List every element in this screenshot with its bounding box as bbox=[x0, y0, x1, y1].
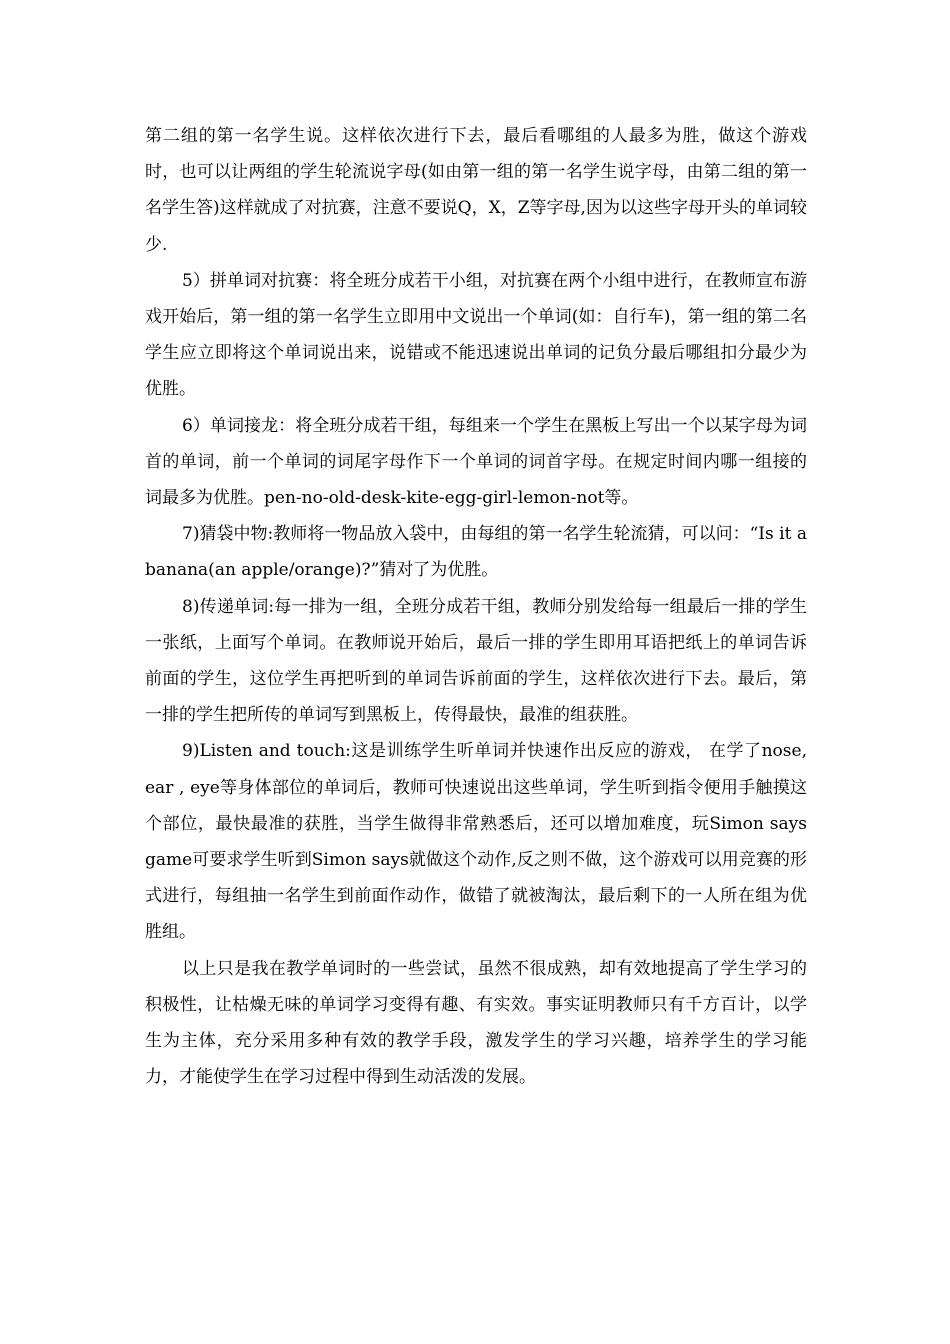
paragraph-conclusion: 以上只是我在教学单词时的一些尝试，虽然不很成熟，却有效地提高了学生学习的积极性，让枯燥无味的单词学习变得有趣、有实效。事实证明教师只有千方百计，以学生为主体，充分采用多种有效的教学手段，激发学生的学习兴趣，培养学生的学习能力，才能使学生在学习过程中得到生动活泼的发展。 bbox=[145, 958, 807, 1088]
paragraph-item-7: 7)猜袋中物:教师将一物品放入袋中，由每组的第一名学生轮流猜，可以问：“Is it a banana(an apple/orange)?”猜对了为优胜。 bbox=[145, 524, 807, 581]
paragraph-item-9: 9)Listen and touch:这是训练学生听单词并快速作出反应的游戏， 在学了nose, ear , eye等身体部位的单词后，教师可快速说出这些单词，学生听到指令便用手触摸这个部位，最快最准的获胜，当学生做得非常熟悉后，还可以增加难度，玩Simon says game可要求学生听到Simon says就做这个动作,反之则不做，这个游戏可以用竞赛的形式进行，每组抽一名学生到前面作动作，做错了就被淘汰，最后剩下的一人所在组为优胜组。 bbox=[145, 741, 807, 943]
paragraph-item-5: 5）拼单词对抗赛：将全班分成若干小组，对抗赛在两个小组中进行，在教师宣布游戏开始后，第一组的第一名学生立即用中文说出一个单词(如：自行车)，第一组的第二名学生应立即将这个单词说出来，说错或不能迅速说出单词的记负分最后哪组扣分最少为优胜。 bbox=[145, 270, 807, 400]
paragraph-item-6: 6）单词接龙：将全班分成若干组，每组来一个学生在黑板上写出一个以某字母为词首的单词，前一个单词的词尾字母作下一个单词的词首字母。在规定时间内哪一组接的词最多为优胜。pen-no-old-desk-kite-egg-girl-lemon-not等。 bbox=[145, 415, 807, 509]
paragraph-item-8: 8)传递单词:每一排为一组，全班分成若干组，教师分别发给每一组最后一排的学生一张纸，上面写个单词。在教师说开始后，最后一排的学生即用耳语把纸上的单词告诉前面的学生，这位学生再把听到的单词告诉前面的学生，这样依次进行下去。最后，第一排的学生把所传的单词写到黑板上，传得最快，最准的组获胜。 bbox=[145, 596, 807, 726]
document-body bbox=[145, 118, 807, 1095]
paragraph-continuation: 第二组的第一名学生说。这样依次进行下去，最后看哪组的人最多为胜，做这个游戏时，也可以让两组的学生轮流说字母(如由第一组的第一名学生说字母，由第二组的第一名学生答)这样就成了对抗赛，注意不要说Q，X，Z等字母,因为以这些字母开头的单词较少. bbox=[145, 126, 807, 255]
